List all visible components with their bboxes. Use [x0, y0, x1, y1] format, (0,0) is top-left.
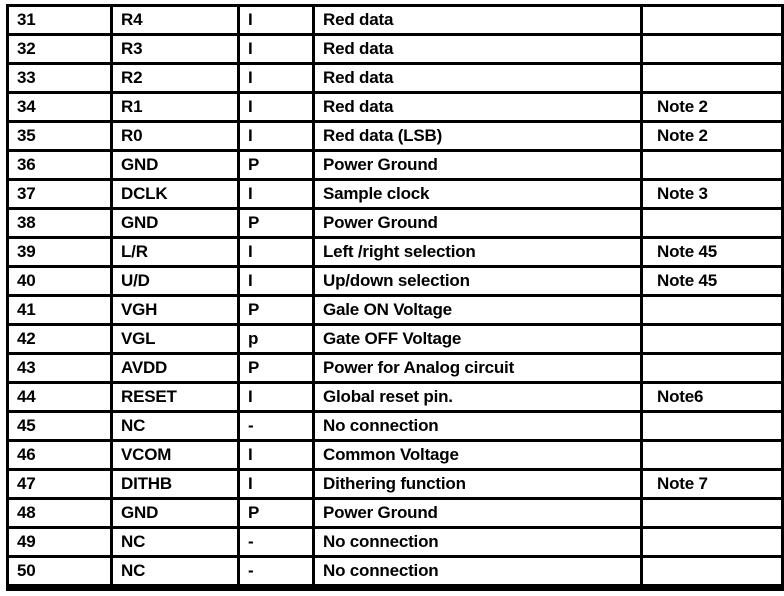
note-cell: Note 2 [642, 93, 783, 122]
io-type-cell: I [239, 470, 314, 499]
io-type-cell: p [239, 325, 314, 354]
pin-number-cell: 43 [8, 354, 112, 383]
symbol-cell: NC [112, 557, 239, 588]
note-cell [642, 528, 783, 557]
io-type-cell: I [239, 441, 314, 470]
table-row [8, 470, 783, 499]
note-cell: Note6 [642, 383, 783, 412]
io-type-cell: I [239, 122, 314, 151]
description-cell: Red data [314, 35, 642, 64]
io-type-cell: P [239, 209, 314, 238]
table-row [8, 151, 783, 180]
symbol-cell: GND [112, 209, 239, 238]
symbol-cell: NC [112, 412, 239, 441]
description-cell: Red data [314, 93, 642, 122]
description-cell: No connection [314, 412, 642, 441]
io-type-cell: I [239, 93, 314, 122]
symbol-cell: R4 [112, 6, 239, 35]
symbol-cell: RESET [112, 383, 239, 412]
pin-number-cell: 45 [8, 412, 112, 441]
note-cell [642, 35, 783, 64]
symbol-cell: GND [112, 151, 239, 180]
io-type-cell: I [239, 64, 314, 93]
symbol-cell: R2 [112, 64, 239, 93]
note-cell: Note 3 [642, 180, 783, 209]
io-type-cell: I [239, 180, 314, 209]
pin-number-cell: 40 [8, 267, 112, 296]
note-cell: Note 7 [642, 470, 783, 499]
description-cell: Power Ground [314, 499, 642, 528]
pin-description-table [6, 4, 784, 591]
description-cell: Red data [314, 64, 642, 93]
note-cell [642, 6, 783, 35]
io-type-cell: - [239, 528, 314, 557]
pin-number-cell: 44 [8, 383, 112, 412]
note-cell [642, 325, 783, 354]
table-row [8, 499, 783, 528]
description-cell: Dithering function [314, 470, 642, 499]
note-cell [642, 557, 783, 588]
description-cell: Power Ground [314, 151, 642, 180]
description-cell: Left /right selection [314, 238, 642, 267]
pin-number-cell: 49 [8, 528, 112, 557]
symbol-cell: VCOM [112, 441, 239, 470]
description-cell: Global reset pin. [314, 383, 642, 412]
description-cell: Power Ground [314, 209, 642, 238]
io-type-cell: I [239, 267, 314, 296]
table-row [8, 557, 783, 588]
symbol-cell: R3 [112, 35, 239, 64]
pin-number-cell: 34 [8, 93, 112, 122]
table-row [8, 6, 783, 35]
symbol-cell: DITHB [112, 470, 239, 499]
note-cell: Note 45 [642, 267, 783, 296]
table-row [8, 209, 783, 238]
note-cell [642, 499, 783, 528]
symbol-cell: R0 [112, 122, 239, 151]
symbol-cell: GND [112, 499, 239, 528]
pin-table-body [8, 6, 783, 588]
description-cell: Red data [314, 6, 642, 35]
description-cell: Sample clock [314, 180, 642, 209]
pin-number-cell: 46 [8, 441, 112, 470]
symbol-cell: VGL [112, 325, 239, 354]
io-type-cell: P [239, 499, 314, 528]
pin-number-cell: 42 [8, 325, 112, 354]
io-type-cell: I [239, 6, 314, 35]
symbol-cell: R1 [112, 93, 239, 122]
note-cell [642, 296, 783, 325]
note-cell: Note 2 [642, 122, 783, 151]
note-cell: Note 45 [642, 238, 783, 267]
pin-number-cell: 41 [8, 296, 112, 325]
pin-number-cell: 47 [8, 470, 112, 499]
table-row [8, 122, 783, 151]
symbol-cell: U/D [112, 267, 239, 296]
io-type-cell: - [239, 557, 314, 588]
table-row [8, 267, 783, 296]
table-row [8, 325, 783, 354]
io-type-cell: I [239, 35, 314, 64]
symbol-cell: VGH [112, 296, 239, 325]
note-cell [642, 64, 783, 93]
pin-number-cell: 31 [8, 6, 112, 35]
table-row [8, 296, 783, 325]
table-row [8, 35, 783, 64]
symbol-cell: DCLK [112, 180, 239, 209]
pin-number-cell: 39 [8, 238, 112, 267]
io-type-cell: I [239, 238, 314, 267]
io-type-cell: - [239, 412, 314, 441]
table-row [8, 383, 783, 412]
symbol-cell: AVDD [112, 354, 239, 383]
io-type-cell: P [239, 354, 314, 383]
description-cell: No connection [314, 557, 642, 588]
note-cell [642, 209, 783, 238]
note-cell [642, 412, 783, 441]
table-row [8, 441, 783, 470]
table-row [8, 180, 783, 209]
pin-number-cell: 37 [8, 180, 112, 209]
pin-number-cell: 38 [8, 209, 112, 238]
pin-number-cell: 36 [8, 151, 112, 180]
pin-number-cell: 50 [8, 557, 112, 588]
table-row [8, 528, 783, 557]
pin-number-cell: 35 [8, 122, 112, 151]
description-cell: Up/down selection [314, 267, 642, 296]
description-cell: Gale ON Voltage [314, 296, 642, 325]
note-cell [642, 151, 783, 180]
note-cell [642, 354, 783, 383]
description-cell: Gate OFF Voltage [314, 325, 642, 354]
symbol-cell: L/R [112, 238, 239, 267]
table-row [8, 238, 783, 267]
description-cell: Power for Analog circuit [314, 354, 642, 383]
description-cell: Common Voltage [314, 441, 642, 470]
io-type-cell: P [239, 151, 314, 180]
pin-number-cell: 33 [8, 64, 112, 93]
table-row [8, 354, 783, 383]
description-cell: Red data (LSB) [314, 122, 642, 151]
pin-number-cell: 32 [8, 35, 112, 64]
io-type-cell: P [239, 296, 314, 325]
io-type-cell: I [239, 383, 314, 412]
table-row [8, 412, 783, 441]
table-row [8, 64, 783, 93]
table-row [8, 93, 783, 122]
pin-number-cell: 48 [8, 499, 112, 528]
symbol-cell: NC [112, 528, 239, 557]
note-cell [642, 441, 783, 470]
description-cell: No connection [314, 528, 642, 557]
